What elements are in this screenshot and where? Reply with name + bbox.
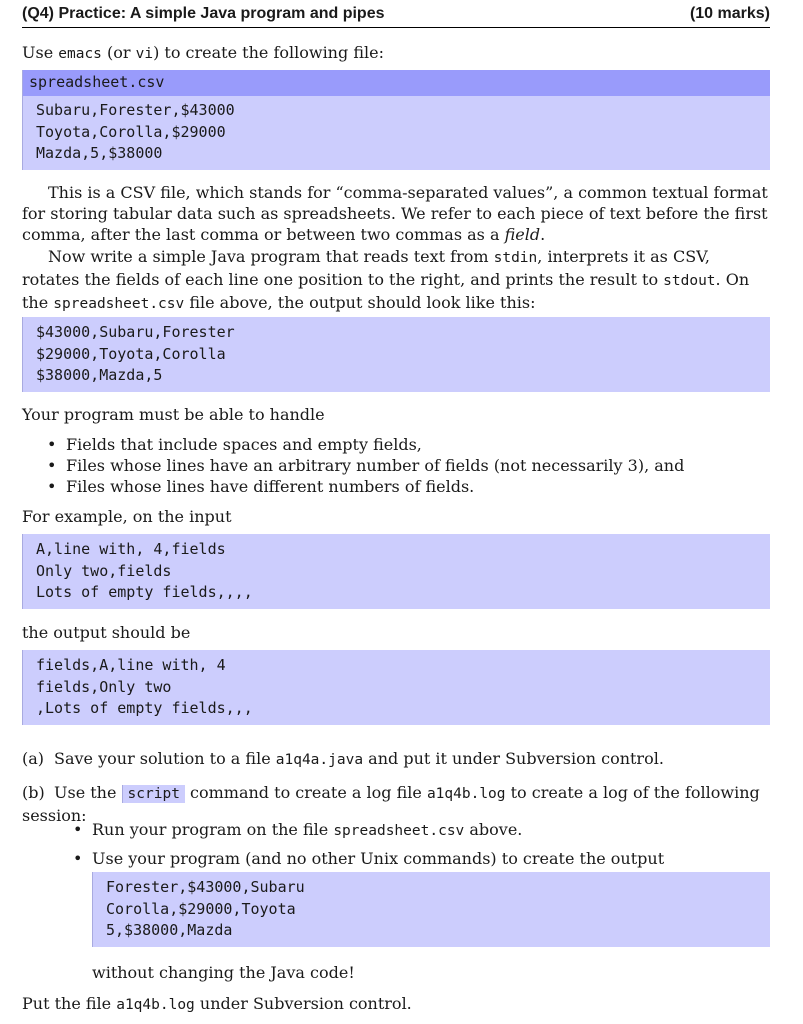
session-steps-list	[70, 816, 664, 872]
list-item: • Files whose lines have different numbers of fields.	[44, 476, 684, 497]
spreadsheet-file-box	[22, 70, 770, 170]
target-output-content: Forester,$43000,Subaru Corolla,$29000,Toyota 5,$38000,Mazda	[106, 878, 305, 939]
list-item: • Run your program on the file spreadsheet.csv above.	[70, 816, 664, 845]
question-title: (Q4) Practice: A simple Java program and pipes	[22, 5, 385, 22]
vi-command: vi	[135, 46, 154, 62]
emacs-command: emacs	[58, 46, 102, 62]
requirements-list	[44, 434, 684, 497]
header-rule	[22, 27, 770, 28]
csv-description-paragraph: This is a CSV file, which stands for “comma-separated values”, a common textual format for storing tabular data such as spreadsheets. We refer to each piece of text before the first comma, after the last comma or between two commas as a field.	[22, 183, 768, 244]
script-command: script	[122, 785, 185, 803]
example-input-content: A,line with, 4,fields Only two,fields Lots of empty fields,,,,	[36, 540, 253, 601]
target-output-box	[92, 872, 770, 947]
field-term: field	[504, 225, 541, 244]
question-marks: (10 marks)	[689, 5, 770, 22]
list-item: • Files whose lines have an arbitrary number of fields (not necessarily 3), and	[44, 455, 684, 476]
part-b: (b) Use the script command to create a log file a1q4b.log to create a log of the following session:	[22, 783, 760, 825]
example-output-box	[22, 650, 770, 725]
example-input-box	[22, 534, 770, 609]
part-a: (a) Save your solution to a file a1q4a.java and put it under Subversion control.	[22, 749, 664, 768]
intro-paragraph: Use emacs (or vi) to create the following file:	[22, 43, 384, 62]
expected-output-box	[22, 317, 770, 392]
list-item: • Use your program (and no other Unix commands) to create the output	[70, 845, 664, 872]
output-label-paragraph: the output should be	[22, 623, 191, 642]
file-box-content: Subaru,Forester,$43000 Toyota,Corolla,$29000 Mazda,5,$38000	[36, 101, 235, 162]
file-box-header	[23, 70, 770, 96]
task-paragraph: Now write a simple Java program that reads text from stdin, interprets it as CSV, rotates the fields of each line one position to the right, and prints the result to stdout. On the spreadsheet.csv file above, the output should look like this:	[22, 247, 750, 312]
example-paragraph: For example, on the input	[22, 507, 232, 526]
file-box-filename: spreadsheet.csv	[29, 73, 165, 91]
question-header	[22, 4, 770, 26]
without-paragraph: without changing the Java code!	[92, 963, 355, 982]
handle-paragraph: Your program must be able to handle	[22, 405, 325, 424]
example-output-content: fields,A,line with, 4 fields,Only two ,Lots of empty fields,,,	[36, 656, 253, 717]
list-item: • Fields that include spaces and empty fields,	[44, 434, 684, 455]
final-paragraph: Put the file a1q4b.log under Subversion control.	[22, 994, 412, 1013]
expected-output-content: $43000,Subaru,Forester $29000,Toyota,Corolla $38000,Mazda,5	[36, 323, 235, 384]
